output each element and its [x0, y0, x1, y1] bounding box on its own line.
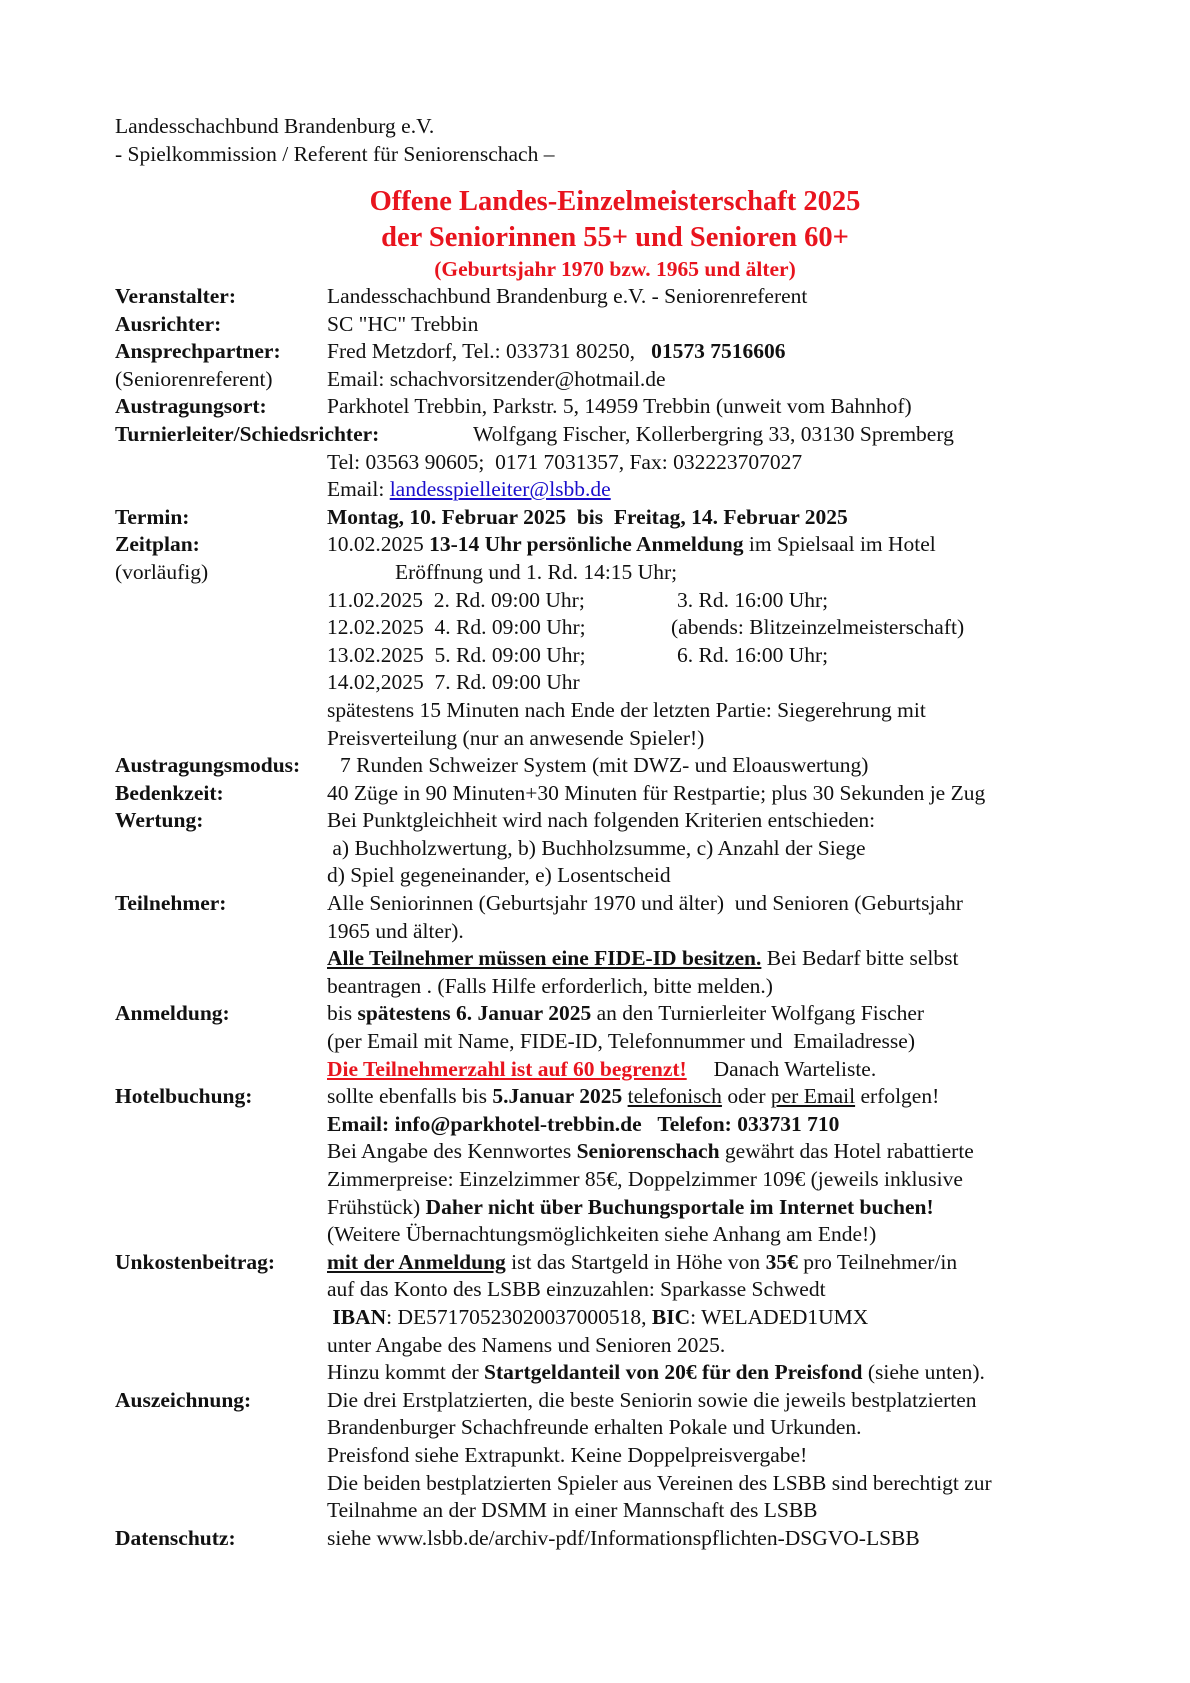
auszeichnung-line-3: Preisfond siehe Extrapunkt. Keine Doppelpreisvergabe! [327, 1442, 808, 1467]
contact-mobile: 01573 7516606 [651, 339, 786, 364]
title-line-3: (Geburtsjahr 1970 bzw. 1965 und älter) [434, 257, 796, 281]
label-ausrichter: Ausrichter: [115, 311, 222, 336]
prize-fund-pre: Hinzu kommt der [327, 1360, 485, 1385]
turnierleiter-email-link[interactable]: landesspielleiter@lsbb.de [389, 477, 611, 502]
document-title [115, 184, 1115, 283]
label-unkosten: Unkostenbeitrag: [115, 1249, 276, 1274]
participant-limit: Die Teilnehmerzahl ist auf 60 begrenzt! [327, 1056, 687, 1081]
row-unkosten [115, 1249, 1115, 1277]
teilnehmer-line-2: 1965 und älter). [327, 918, 464, 943]
unkosten-line-4: unter Angabe des Namens und Senioren 2025. [327, 1332, 726, 1357]
label-zeitplan: Zeitplan: [115, 532, 200, 557]
wertung-line-2: a) Buchholzwertung, b) Buchholzsumme, c) Anzahl der Siege [327, 835, 866, 860]
hotel-line-4: Zimmerpreise: Einzelzimmer 85€, Doppelzimmer 109€ (jeweils inklusive [327, 1167, 963, 1191]
waiting-list-note: Danach Warteliste. [686, 1056, 877, 1081]
auszeichnung-line-1: Die drei Erstplatzierten, die beste Seniorin sowie die jeweils bestplatzierten [327, 1387, 977, 1412]
org-department: - Spielkommission / Referent für Seniorenschach – [115, 142, 555, 166]
wertung-line-1: Bei Punktgleichheit wird nach folgenden Kriterien entschieden: [327, 808, 876, 833]
row-zeitplan [115, 531, 1115, 559]
iban-value: : DE57170523020037000518, [386, 1304, 652, 1329]
hotel-warning: Daher nicht über Buchungsportale im Internet buchen! [425, 1194, 934, 1219]
zeitplan-line-3 [115, 587, 1115, 615]
anmeldung-pre: bis [327, 1001, 358, 1026]
hotel-line-3 [115, 1138, 1115, 1166]
value-modus: 7 Runden Schweizer System (mit DWZ- und Eloauswertung) [340, 753, 869, 778]
row-seniorenreferent [115, 366, 1115, 394]
org-header [115, 112, 1115, 168]
fide-requirement: Alle Teilnehmer müssen eine FIDE-ID besitzen. [327, 946, 762, 971]
document-page [115, 112, 1115, 1552]
zeitplan-round-5: 13.02.2025 5. Rd. 09:00 Uhr; [327, 642, 586, 667]
label-bedenkzeit: Bedenkzeit: [115, 780, 224, 805]
teilnehmer-line-3 [115, 945, 1115, 973]
unkosten-line-2: auf das Konto des LSBB einzuzahlen: Sparkasse Schwedt [327, 1277, 826, 1302]
unkosten-line-3 [115, 1304, 1115, 1332]
value-turnierleiter: Wolfgang Fischer, Kollerbergring 33, 03130 Spremberg [473, 421, 954, 446]
row-veranstalter [115, 283, 1115, 311]
title-line-1: Offene Landes-Einzelmeisterschaft 2025 [369, 186, 861, 217]
prize-fund-amount: Startgeldanteil von 20€ für den Preisfond [484, 1360, 863, 1385]
hotel-line-6: (Weitere Übernachtungsmöglichkeiten siehe Anhang am Ende!) [327, 1222, 877, 1247]
zeitplan-round-4: 12.02.2025 4. Rd. 09:00 Uhr; [327, 615, 586, 640]
label-datenschutz: Datenschutz: [115, 1525, 236, 1550]
row-anmeldung [115, 1000, 1115, 1028]
turnierleiter-email-line [115, 476, 1115, 504]
row-teilnehmer [115, 890, 1115, 918]
contact-email: Email: schachvorsitzender@hotmail.de [327, 366, 666, 391]
value-datenschutz: siehe www.lsbb.de/archiv-pdf/Informationspflichten-DSGVO-LSBB [327, 1525, 920, 1550]
value-austragungsort: Parkhotel Trebbin, Parkstr. 5, 14959 Trebbin (unweit vom Bahnhof) [327, 394, 912, 419]
row-hotel [115, 1083, 1115, 1111]
unkosten-line-1 [327, 1249, 1115, 1277]
zeitplan-round-2: 11.02.2025 2. Rd. 09:00 Uhr; [327, 587, 585, 612]
row-datenschutz [115, 1525, 1115, 1553]
row-ausrichter [115, 311, 1115, 339]
label-austragungsort: Austragungsort: [115, 394, 267, 419]
hotel-pre: sollte ebenfalls bis [327, 1084, 493, 1109]
row-wertung [115, 807, 1115, 835]
label-auszeichnung: Auszeichnung: [115, 1387, 252, 1412]
hotel-keyword-rest: gewährt das Hotel rabattierte [719, 1139, 974, 1164]
value-termin: Montag, 10. Februar 2025 bis Freitag, 14. Februar 2025 [327, 504, 848, 529]
label-ansprechpartner: Ansprechpartner: [115, 339, 281, 364]
auszeichnung-line-5: Teilnahme an der DSMM in einer Mannschaft des LSBB [327, 1498, 818, 1523]
row-turnierleiter [115, 421, 1115, 449]
zeitplan-line-4 [115, 614, 1115, 642]
row-zeitplan-2 [115, 559, 1115, 587]
row-bedenkzeit [115, 780, 1115, 808]
hotel-phone-option: telefonisch [627, 1084, 722, 1109]
label-seniorenreferent: (Seniorenreferent) [115, 366, 273, 391]
prize-fund-rest: (siehe unten). [862, 1360, 985, 1385]
fide-note: Bei Bedarf bitte selbst [761, 946, 959, 971]
label-wertung: Wertung: [115, 808, 204, 833]
row-ansprechpartner [115, 338, 1115, 366]
label-termin: Termin: [115, 504, 190, 529]
label-turnierleiter: Turnierleiter/Schiedsrichter: [115, 421, 380, 446]
hotel-line-1 [327, 1083, 1115, 1111]
iban-label: IBAN [327, 1304, 387, 1329]
unkosten-with-registration: mit der Anmeldung [327, 1249, 506, 1274]
unkosten-line-5 [115, 1359, 1115, 1387]
hotel-keyword: Seniorenschach [576, 1139, 720, 1164]
label-hotel: Hotelbuchung: [115, 1084, 253, 1109]
title-line-2: der Seniorinnen 55+ und Senioren 60+ [381, 222, 849, 253]
value-ansprechpartner [327, 338, 1115, 366]
label-modus: Austragungsmodus: [115, 753, 301, 778]
zeitplan-line-8: Preisverteilung (nur an anwesende Spieler!) [327, 725, 705, 750]
value-ausrichter: SC "HC" Trebbin [327, 311, 479, 336]
zeitplan-location: im Spielsaal im Hotel [743, 532, 936, 557]
row-modus [115, 752, 1115, 780]
teilnehmer-line-1: Alle Seniorinnen (Geburtsjahr 1970 und älter) und Senioren (Geburtsjahr [327, 891, 963, 916]
zeitplan-date-1: 10.02.2025 [327, 532, 430, 557]
unkosten-rest: pro Teilnehmer/in [797, 1249, 958, 1274]
anmeldung-line-1 [327, 1000, 1115, 1028]
zeitplan-line-6: 14.02,2025 7. Rd. 09:00 Uhr [327, 670, 580, 695]
row-auszeichnung [115, 1387, 1115, 1415]
contact-phone: Fred Metzdorf, Tel.: 033731 80250, [327, 339, 636, 364]
hotel-end: erfolgen! [855, 1084, 940, 1109]
zeitplan-round-3: 3. Rd. 16:00 Uhr; [677, 587, 829, 612]
zeitplan-registration: 13-14 Uhr persönliche Anmeldung [429, 532, 744, 557]
bic-value: : WELADED1UMX [690, 1304, 869, 1329]
unkosten-fee: 35€ [765, 1249, 798, 1274]
zeitplan-line-2: Eröffnung und 1. Rd. 14:15 Uhr; [395, 559, 678, 584]
row-termin [115, 504, 1115, 532]
value-veranstalter: Landesschachbund Brandenburg e.V. - Seniorenreferent [327, 284, 808, 308]
teilnehmer-line-4: beantragen . (Falls Hilfe erforderlich, bitte melden.) [327, 973, 773, 998]
zeitplan-blitz: (abends: Blitzeinzelmeisterschaft) [671, 615, 965, 640]
value-bedenkzeit: 40 Züge in 90 Minuten+30 Minuten für Restpartie; plus 30 Sekunden je Zug [327, 780, 986, 805]
wertung-line-3: d) Spiel gegeneinander, e) Losentscheid [327, 863, 671, 888]
hotel-breakfast: Frühstück) [327, 1194, 426, 1219]
hotel-line-5 [115, 1194, 1115, 1222]
turnierleiter-email-prefix: Email: [327, 477, 390, 502]
auszeichnung-line-4: Die beiden bestplatzierten Spieler aus Vereinen des LSBB sind berechtigt zur [327, 1470, 992, 1495]
label-teilnehmer: Teilnehmer: [115, 891, 227, 916]
zeitplan-line-1 [327, 531, 1115, 559]
anmeldung-recipient: an den Turnierleiter Wolfgang Fischer [591, 1001, 925, 1026]
anmeldung-line-3 [115, 1056, 1115, 1084]
auszeichnung-line-2: Brandenburger Schachfreunde erhalten Pokale und Urkunden. [327, 1415, 862, 1440]
hotel-email-option: per Email [770, 1084, 856, 1109]
anmeldung-deadline: spätestens 6. Januar 2025 [357, 1001, 592, 1026]
hotel-deadline: 5.Januar 2025 [492, 1084, 623, 1109]
hotel-keyword-pre: Bei Angabe des Kennwortes [327, 1139, 577, 1164]
hotel-or: oder [721, 1084, 771, 1109]
org-name: Landesschachbund Brandenburg e.V. [115, 114, 435, 138]
bic-label: BIC [651, 1304, 691, 1329]
turnierleiter-tel: Tel: 03563 90605; 0171 7031357, Fax: 032223707027 [327, 449, 803, 474]
zeitplan-line-5 [115, 642, 1115, 670]
label-anmeldung: Anmeldung: [115, 1001, 230, 1026]
zeitplan-line-7: spätestens 15 Minuten nach Ende der letzten Partie: Siegerehrung mit [327, 697, 926, 722]
label-vorlaeufig: (vorläufig) [115, 559, 209, 584]
hotel-contact: Email: info@parkhotel-trebbin.de Telefon: 033731 710 [327, 1111, 840, 1136]
anmeldung-line-2: (per Email mit Name, FIDE-ID, Telefonnummer und Emailadresse) [327, 1029, 915, 1054]
row-austragungsort [115, 393, 1115, 421]
unkosten-mid: ist das Startgeld in Höhe von [505, 1249, 766, 1274]
zeitplan-round-6: 6. Rd. 16:00 Uhr; [677, 642, 829, 667]
label-veranstalter: Veranstalter: [115, 284, 237, 308]
